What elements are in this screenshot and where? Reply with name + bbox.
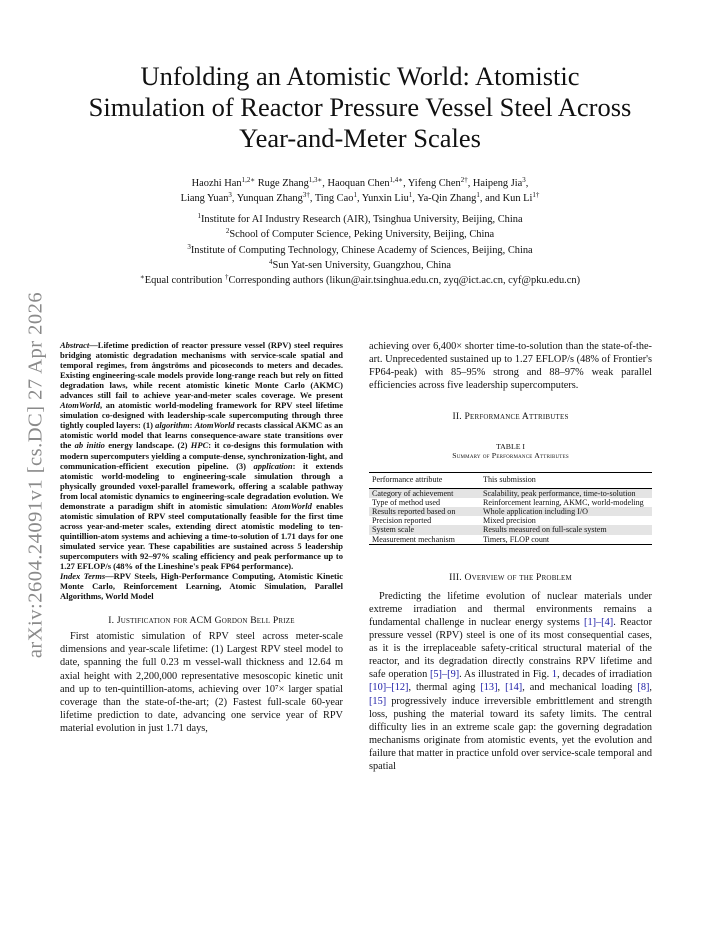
author-name: Yunxin Liu: [361, 193, 409, 204]
section-1-paragraph: First atomistic simulation of RPV steel across meter-scale dimensions and year-scale lifetime: (1) Largest RPV steel model to date, spanning the full 0.23 m vessel-wall thickness and 12.64 m axial height with 2,200,000 representative mesoscopic kinetic unit and up to ten-quintillion-atoms, achieving over 10⁷× larger spatial coverage than the state-of-the-art; (2) Fastest full-scale 60-year lifetime prediction to date, advancing one service year of RPV material evolution in just 1.71 days,: [60, 631, 343, 734]
citation-link[interactable]: [1]–[4]: [584, 616, 614, 628]
author-name: Liang Yuan: [180, 193, 229, 204]
author-line-2: Liang Yuan$^3$, Yunquan Zhang$^{3\dagger}$, Ting Cao$^1$, Yunxin Liu$^1$, Ya-Qin Zhang$^1$, and Kun $Li^{1\dagger}$: [180, 191, 540, 204]
affiliation: $^4$Sun Yat-sen University, Guangzhou, China: [268, 257, 452, 271]
table-row: Measurement mechanism Timers, FLOP count: [369, 535, 652, 545]
author-name: Haozhi Han: [191, 178, 242, 189]
arxiv-id: arXiv:2604.24091v1 [cs.DC] 27 Apr 2026: [24, 291, 47, 659]
table-row: Type of method used Reinforcement learning, AKMC, world-modeling: [372, 497, 644, 507]
author-name: Ruge Zhang: [257, 178, 309, 189]
author-line-1: Haozhi Han$^{1,2∗}$ Ruge Zhang$^{1,3∗}$, Haoquan Chen$^{1,4∗}$, Yifeng Chen$^{2\dagger}$, Haipeng Jia$^3$,: [191, 176, 529, 189]
table-label: TABLE I: [495, 442, 526, 452]
author-name: Ting Cao: [314, 193, 354, 204]
citation-link[interactable]: [13]: [480, 682, 498, 694]
author-name: Haoquan Chen: [327, 178, 390, 189]
contribution-note: ∗Equal contribution †Corresponding authors (likun@air.tsinghua.edu.cn, zyq@ict.ac.cn, cyf@pku.edu.cn): [139, 273, 581, 287]
table-row: Category of achievement Scalability, peak performance, time-to-solution: [369, 488, 652, 498]
affiliation: $^1$Institute for AI Industry Research (AIR), Tsinghua University, Beijing, China: [197, 212, 523, 225]
author-list: [60, 176, 660, 206]
author-name: Haipeng Jia: [472, 178, 523, 189]
left-column: [60, 340, 343, 735]
author-name: Yifeng Chen: [407, 178, 461, 189]
citation-link[interactable]: [10]–[12]: [369, 682, 409, 694]
abstract-label: Abstract: [60, 340, 90, 350]
author-name: and Kun Li: [485, 193, 533, 204]
section-heading: II. Performance Attributes: [452, 411, 569, 423]
title-line-3: Year-and-Meter Scales: [239, 123, 481, 153]
title-line-1: Unfolding an Atomistic World: Atomistic: [140, 61, 580, 91]
table-header-cell: Performance attribute: [372, 475, 443, 485]
table-caption: Summary of Performance Attributes: [452, 451, 569, 461]
figure-link[interactable]: 1: [551, 669, 558, 681]
abstract: Abstract—Lifetime prediction of reactor pressure vessel (RPV) steel requires bridging atomistic degradation mechanisms with service-scale spatial and temporal regimes, from ångströms and picoseconds to meters and decades. Existing engineering-scale models provide long-range reach but rely on fitted degradation laws, while recent atomistic kinetic Monte Carlo (AKMC) advances still fail to achieve year-and-meter scales coverage. We present AtomWorld, an atomistic world-modeling framework for RPV steel lifetime simulation co-designed with leadership-scale supercomputing through three tightly coupled layers: (1) algorithm: AtomWorld recasts classical AKMC as an atomistic world model that learns consequence-aware state transitions over the ab initio energy landscape. (2) HPC: it co-designs this formulation with modern supercomputers yielding a compute-dense, synchronization-light, and communication-efficient execution pipeline. (3) application: it extends atomistic world-modeling to engineering-scale simulation through a physically grounded voxel-parallel framework, offering a scalable pathway from local atomistic dynamics to engineering-scale degradation evolution. We demonstrate a paradigm shift in atomistic simulation: AtomWorld enables atomistic simulation of RPV steel computationally feasible for the first time across year-and-meter scales, extending direct atomistic modeling to ten-quintillion-atom systems and achieving a time-to-solution of 1.71 days for one simulated service year. These capabilities are sustained across 5 leadership supercomputers with 92–97% scaling efficiency and peak performance up to 1.27 EFLOP/s (48% of the Lineshine's peak FP64 performance).: [60, 340, 344, 572]
section-3-paragraph: Predicting the lifetime evolution of nuclear materials under extreme irradiation and thermal environments remains a fundamental challenge in nuclear energy systems [1]–[4]. Reactor pressure vessel (RPV) steel is one of its most consequential cases, as it is the irreplaceable safety-critical structural material of the reactor, and its degradation directly constrains RPV lifetime and safe operation [5]–[9]. As illustrated in Fig. 1, decades of irradiation [10]–[12], thermal aging [13], [14], and mechanical loading [8], [15] progressively induce irreversible embrittlement and strength loss, pushing the material toward its safety limits. The central difficulty lies in an extreme scale gap: the governing degradation mechanisms originate from atomistic events, yet the evolution and failure that matter in practice unfold over service-scale temporal and spatial: [369, 590, 653, 773]
paper-title: [40, 61, 680, 154]
affiliation: $^3$Institute of Computing Technology, Chinese Academy of Sciences, Beijing, China: [187, 242, 533, 256]
section-heading: I. Justification for ACM Gordon Bell Prize: [108, 615, 295, 627]
affiliation: $^2$School of Computer Science, Peking University, Beijing, China: [225, 227, 495, 241]
table-row: System scale Results measured on full-scale system: [369, 525, 652, 534]
section-heading: III. Overview of the Problem: [449, 571, 572, 583]
citation-link[interactable]: [14]: [505, 682, 523, 694]
author-name: Ya-Qin Zhang: [417, 193, 477, 204]
title-line-2: Simulation of Reactor Pressure Vessel Steel Across: [88, 92, 632, 122]
table-row: Precision reported Mixed precision: [372, 516, 536, 526]
index-terms: Index Terms—RPV Steels, High-Performance Computing, Atomistic Kinetic Monte Carlo, Reinforcement Learning, Atomic Simulation, Parallel Algorithms, World Model: [60, 571, 343, 602]
index-terms-label: Index Terms: [60, 571, 106, 582]
citation-link[interactable]: [15]: [369, 695, 387, 707]
author-name: Yunquan Zhang: [236, 193, 303, 204]
performance-attributes-table: [369, 472, 652, 544]
right-column: [369, 340, 652, 773]
affiliations: [60, 212, 660, 288]
arxiv-identifier-stamp: [22, 265, 50, 685]
citation-link[interactable]: [8]: [637, 682, 650, 694]
table-header-cell: This submission: [483, 475, 536, 485]
table-row: Results reported based on Whole application including I/O: [369, 507, 652, 516]
table-header-row: [369, 473, 652, 488]
section-1-continued: achieving over 6,400× shorter time-to-solution than the state-of-the-art. Unprecedented sustained up to 1.27 EFLOP/s (48% of Frontier's FP64-peak) with 85–95% strong and 88–97% weak parallel efficiencies across five leadership supercomputers.: [369, 341, 652, 392]
citation-link[interactable]: [5]–[9]: [429, 669, 460, 681]
